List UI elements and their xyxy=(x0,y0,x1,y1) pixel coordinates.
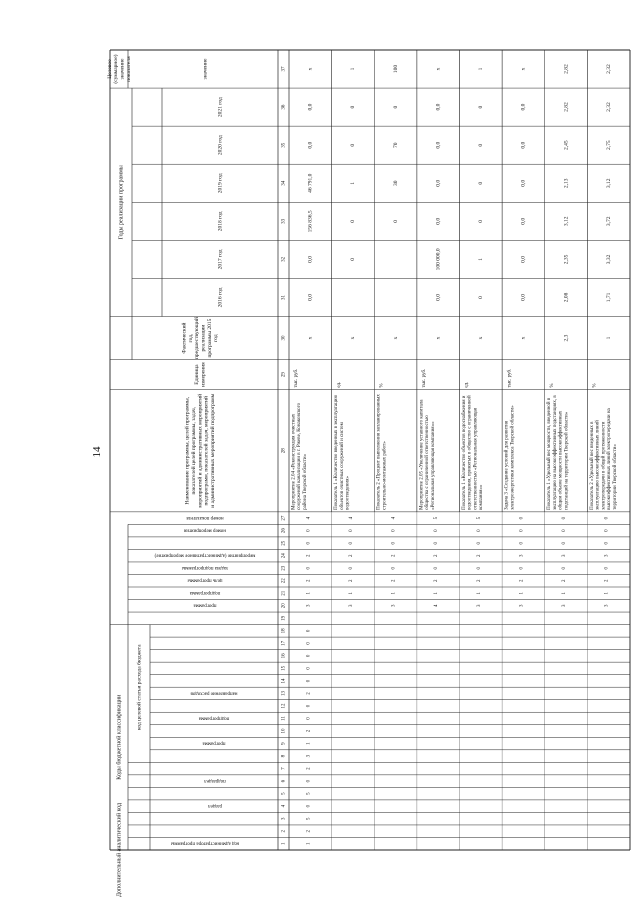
row-base: х xyxy=(435,336,442,340)
row-year-value: 2,82 xyxy=(563,102,570,112)
row-total: х xyxy=(307,67,314,71)
row-year-value: 0 xyxy=(478,181,485,185)
row-unit: ед. xyxy=(336,381,342,388)
column-number: 2 xyxy=(281,829,287,833)
row-total: 1 xyxy=(478,67,485,71)
subheader-vertical: программа xyxy=(202,740,226,746)
code-cell: 0 xyxy=(562,541,568,545)
row-total: 2,82 xyxy=(563,64,570,74)
column-number: 12 xyxy=(281,703,287,709)
row-year-value: 2,32 xyxy=(605,102,612,112)
subheader-vertical: код администратора программы xyxy=(170,840,240,846)
column-number: 36 xyxy=(281,104,287,110)
code-cell: 0 xyxy=(476,529,482,532)
header-y2021: 2021 год xyxy=(217,97,224,118)
row-year-value: 30 xyxy=(392,180,399,186)
code-cell: 5 xyxy=(306,817,312,820)
code-cell: 2 xyxy=(306,554,312,557)
row-total: 100 xyxy=(392,64,399,74)
code-cell: 2 xyxy=(306,579,312,582)
code-cell: 5 xyxy=(476,516,482,520)
row-year-value: 0,0 xyxy=(435,217,442,225)
code-cell: 1 xyxy=(306,742,312,745)
column-number: 21 xyxy=(281,590,287,596)
row-year-value: 2,35 xyxy=(563,254,570,265)
row-year-value: 0,0 xyxy=(307,255,314,263)
column-number: 24 xyxy=(281,553,287,559)
row-base: х xyxy=(478,336,485,340)
code-cell: 0 xyxy=(562,566,568,570)
code-cell: 2 xyxy=(476,554,482,557)
column-number: 34 xyxy=(281,180,287,186)
row-year-value: 0,0 xyxy=(520,103,527,111)
row-year-value: 0,0 xyxy=(435,294,442,301)
code-cell: 0 xyxy=(434,541,440,545)
code-cell: 3 xyxy=(604,604,610,608)
code-cell: 1 xyxy=(391,592,397,595)
row-base: х xyxy=(307,336,314,340)
header-base-year: Фактическийгод,предшествующийреализациипрограммы 2015год xyxy=(181,317,220,360)
subheader-vertical: подпрограмма xyxy=(189,590,221,596)
row-base: х xyxy=(392,336,399,340)
row-year-value: 156 836,5 xyxy=(307,210,314,233)
column-number: 11 xyxy=(281,716,287,721)
row-total: 2,32 xyxy=(605,64,612,74)
row-year-value: 0,0 xyxy=(520,141,527,149)
column-number: 10 xyxy=(281,728,287,734)
row-year-value: 0 xyxy=(392,105,399,109)
row-unit: ед. xyxy=(464,381,470,388)
row-name: Показатель 1 «Количество введенных в эксплуатациюобъектов очистных сооружений и системводоотведения» xyxy=(334,394,351,510)
code-cell: 1 xyxy=(476,592,482,595)
code-cell: 0 xyxy=(604,541,610,545)
row-year-value: 0 xyxy=(478,296,485,299)
subheader-vertical: номер показателя xyxy=(186,514,224,520)
code-cell: 3 xyxy=(519,604,525,608)
column-number: 4 xyxy=(281,804,287,808)
code-cell: 0 xyxy=(348,529,354,532)
code-cell: 0 xyxy=(604,566,610,570)
row-total: х xyxy=(435,67,442,71)
row-year-value: 0,0 xyxy=(520,255,527,263)
row-name: Мероприятие 2.04 «Реконструкция очистныхсооружений канализации в г. Ржеве, Конаковскогорайона Тверской области» xyxy=(291,402,308,510)
code-cell: 0 xyxy=(306,642,312,645)
row-year-value: 0,0 xyxy=(307,103,314,111)
row-name: Показатель 1 «Удельный вес мощности, введенной вэксплуатацию на высокоэффективных подстанциях, вобщем объеме мощности высокоэффективныхподстанций на территории Тверской области» xyxy=(547,395,570,510)
code-cell: 0 xyxy=(434,529,440,532)
code-cell: 0 xyxy=(306,667,312,670)
row-year-value: 46 791,0 xyxy=(307,173,314,193)
column-number: 30 xyxy=(281,335,287,341)
code-cell: 0 xyxy=(476,541,482,545)
row-unit: тыс. руб. xyxy=(507,368,513,388)
row-year-value: 0,0 xyxy=(435,179,442,187)
column-number: 14 xyxy=(281,678,287,684)
code-cell: 2 xyxy=(348,579,354,582)
column-number: 31 xyxy=(281,294,287,300)
column-number: 22 xyxy=(281,578,287,584)
code-cell: 4 xyxy=(306,516,312,520)
page-number: 14 xyxy=(91,446,103,458)
code-cell: 2 xyxy=(306,729,312,733)
row-total: х xyxy=(520,67,527,71)
code-cell: 0 xyxy=(306,717,312,720)
code-cell: 3 xyxy=(348,604,354,608)
row-year-value: 0,0 xyxy=(435,103,442,111)
row-year-value: 2,45 xyxy=(563,140,570,150)
column-number: 25 xyxy=(281,540,287,546)
code-cell: 3 xyxy=(391,604,397,608)
row-year-value: 1 xyxy=(478,258,485,261)
table-body xyxy=(107,50,630,897)
column-number: 8 xyxy=(281,754,287,758)
group-extra-code: Дополнительный аналитический код xyxy=(116,802,123,898)
row-base: 2,3 xyxy=(563,334,570,342)
code-cell: 0 xyxy=(391,529,397,532)
code-cell: 2 xyxy=(348,554,354,557)
code-cell: 0 xyxy=(519,541,525,545)
code-cell: 0 xyxy=(306,779,312,783)
code-cell: 0 xyxy=(348,566,354,570)
row-year-value: 0,0 xyxy=(520,179,527,187)
code-cell: 0 xyxy=(306,629,312,633)
code-cell: 0 xyxy=(306,654,312,658)
column-number: 28 xyxy=(281,448,287,454)
code-cell: 2 xyxy=(306,692,312,695)
code-cell: 0 xyxy=(604,516,610,520)
code-cell: 2 xyxy=(306,829,312,833)
header-y2018: 2018 год xyxy=(217,211,224,232)
column-number: 32 xyxy=(281,256,287,262)
row-unit: тыс. руб. xyxy=(294,368,300,388)
code-cell: 2 xyxy=(434,554,440,557)
code-cell: 2 xyxy=(519,579,525,582)
code-cell: 3 xyxy=(562,554,568,557)
code-cell: 3 xyxy=(306,754,312,758)
code-cell: 5 xyxy=(434,516,440,520)
code-cell: 2 xyxy=(476,579,482,582)
row-year-value: 3,12 xyxy=(563,216,570,227)
column-number: 26 xyxy=(281,528,287,534)
code-cell: 3 xyxy=(562,604,568,608)
code-cell: 0 xyxy=(306,541,312,545)
row-unit: % xyxy=(549,383,555,388)
code-cell: 2 xyxy=(562,579,568,582)
subheader-vertical: направление расходов xyxy=(190,690,238,696)
row-year-value: 3,32 xyxy=(605,254,612,265)
row-total: 1 xyxy=(350,67,357,71)
row-year-value: 0,0 xyxy=(520,217,527,225)
row-year-value: 0,0 xyxy=(307,141,314,149)
group-budget-sub: код целевой статьи расхода бюджета xyxy=(136,644,143,731)
code-cell: 3 xyxy=(476,604,482,608)
column-number: 29 xyxy=(281,372,287,378)
code-cell: 3 xyxy=(306,604,312,608)
code-cell: 2 xyxy=(306,767,312,770)
code-cell: 1 xyxy=(306,842,312,845)
header-unit: Единицаизмерения xyxy=(194,362,207,387)
subheader-vertical: раздел xyxy=(208,803,222,809)
code-cell: 0 xyxy=(434,566,440,570)
column-number: 23 xyxy=(281,565,287,571)
code-cell: 2 xyxy=(604,579,610,582)
subheader-vertical: номер мероприятия xyxy=(184,527,226,533)
row-year-value: 0 xyxy=(478,143,485,147)
row-year-value: 2,13 xyxy=(563,178,570,189)
subheader-vertical: подраздел xyxy=(204,777,226,783)
row-year-value: 0,0 xyxy=(307,294,314,301)
header-y2020: 2020 год xyxy=(217,135,224,156)
code-cell: 3 xyxy=(519,554,525,557)
header-name: Наименование программы, целей программы,показателей целей программы, задач,мероприятий и административных мероприятийподпрограмм, показателей задач, мероприятийи административных мероприятий подпрограмм xyxy=(184,393,216,508)
code-cell: 2 xyxy=(434,579,440,582)
row-year-value: 2,08 xyxy=(563,292,570,303)
column-number: 9 xyxy=(281,742,287,745)
group-budget-code: Коды бюджетной классификации xyxy=(116,694,123,780)
row-unit: % xyxy=(592,383,598,388)
column-number: 3 xyxy=(281,817,287,820)
row-name: Показатель 2 «Процент выполнения запланированныхстроительно-монтажных работ» xyxy=(376,394,388,510)
column-number: 27 xyxy=(281,515,287,521)
code-cell: 5 xyxy=(306,792,312,795)
code-cell: 1 xyxy=(306,592,312,595)
column-number: 13 xyxy=(281,690,287,696)
code-cell: 0 xyxy=(306,804,312,808)
code-cell: 0 xyxy=(604,529,610,532)
row-name: Задача 3 «Создание условий для развитияэлектроэнергетики комплекса Тверской области» xyxy=(504,405,516,510)
code-cell: 0 xyxy=(519,516,525,520)
code-cell: 0 xyxy=(562,516,568,520)
code-cell: 0 xyxy=(306,566,312,570)
group-target: Целевое(суммарное)значениепоказателя xyxy=(106,54,132,84)
code-cell: 2 xyxy=(391,554,397,557)
row-year-value: 1,71 xyxy=(605,292,612,303)
subheader-vertical: цель программы xyxy=(187,577,223,583)
code-cell: 0 xyxy=(306,679,312,683)
row-unit: тыс. руб. xyxy=(422,368,428,388)
code-cell: 1 xyxy=(562,592,568,595)
code-cell: 0 xyxy=(519,566,525,570)
code-cell: 1 xyxy=(604,592,610,595)
code-cell: 4 xyxy=(391,516,397,520)
row-name: Показатель 1 «Количество объектов водоснабжения иводоотведения, принятых в общество с ограниченнойответственностью «Региональная управляющаякомпания»» xyxy=(461,395,485,510)
row-name: Мероприятие 2.05 «Увеличение уставного капиталаобщества с ограниченной ответственностью«Региональная управляющая компания»» xyxy=(419,399,436,510)
column-number: 5 xyxy=(281,792,287,795)
row-year-value: 0,0 xyxy=(520,294,527,301)
column-number: 20 xyxy=(281,603,287,609)
row-year-value: 2,75 xyxy=(605,140,612,150)
code-cell: 4 xyxy=(348,516,354,520)
row-year-value: 0 xyxy=(350,258,357,261)
column-number: 7 xyxy=(281,767,287,770)
row-year-value: 3,72 xyxy=(605,216,612,227)
code-cell: 0 xyxy=(391,566,397,570)
column-number: 15 xyxy=(281,665,287,671)
code-cell: 0 xyxy=(562,529,568,532)
column-number: 16 xyxy=(281,653,287,659)
subheader-vertical: подпрограмма xyxy=(198,715,230,721)
code-cell: 0 xyxy=(348,541,354,545)
row-year-value: 0 xyxy=(392,219,399,223)
row-name: Показатель 2 «Удельный вес введенных вэксплуатацию высокоэффективных линийэлектропередачи в общей протяженностивысокоэффективных линий электропередачи натерритории Тверской области» xyxy=(589,408,618,510)
subheader-vertical: программа xyxy=(193,602,217,608)
code-cell: 0 xyxy=(391,541,397,545)
row-base: х xyxy=(520,336,527,340)
column-number: 18 xyxy=(281,628,287,634)
header-y2019: 2019 год xyxy=(217,173,224,194)
row-base: х xyxy=(350,336,357,340)
row-year-value: 0 xyxy=(478,105,485,109)
group-years: Годы реализации программы xyxy=(118,165,125,240)
code-cell: 1 xyxy=(519,592,525,595)
row-year-value: 0 xyxy=(350,143,357,147)
code-cell: 1 xyxy=(434,592,440,595)
subheader-vertical: мероприятие (административное мероприятие) xyxy=(154,552,256,558)
row-base: 1 xyxy=(605,336,612,340)
header-value: значение xyxy=(202,58,209,80)
row-year-value: 0 xyxy=(478,219,485,223)
code-cell: 0 xyxy=(476,566,482,570)
column-number: 37 xyxy=(281,66,287,72)
code-cell: 0 xyxy=(519,529,525,532)
column-number: 17 xyxy=(281,640,287,646)
code-cell: 0 xyxy=(306,529,312,532)
header-y2016: 2016 год xyxy=(217,287,224,308)
row-year-value: 70 xyxy=(392,142,399,148)
row-year-value: 3,12 xyxy=(605,178,612,189)
row-year-value: 1 xyxy=(350,181,357,185)
row-unit: % xyxy=(379,383,385,388)
row-year-value: 0,0 xyxy=(435,141,442,149)
column-number: 6 xyxy=(281,779,287,783)
column-number: 19 xyxy=(281,615,287,621)
header-y2017: 2017 год xyxy=(217,249,224,270)
code-cell: 4 xyxy=(434,604,440,608)
row-year-value: 0 xyxy=(350,105,357,109)
code-cell: 0 xyxy=(306,704,312,708)
column-number: 35 xyxy=(281,142,287,148)
code-cell: 2 xyxy=(391,579,397,582)
column-number: 33 xyxy=(281,218,287,224)
row-year-value: 0 xyxy=(350,219,357,223)
column-number: 1 xyxy=(281,842,287,845)
code-cell: 1 xyxy=(348,592,354,595)
row-year-value: 100 000,0 xyxy=(435,248,442,271)
code-cell: 3 xyxy=(604,554,610,557)
subheader-vertical: задача подпрограммы xyxy=(181,565,229,571)
